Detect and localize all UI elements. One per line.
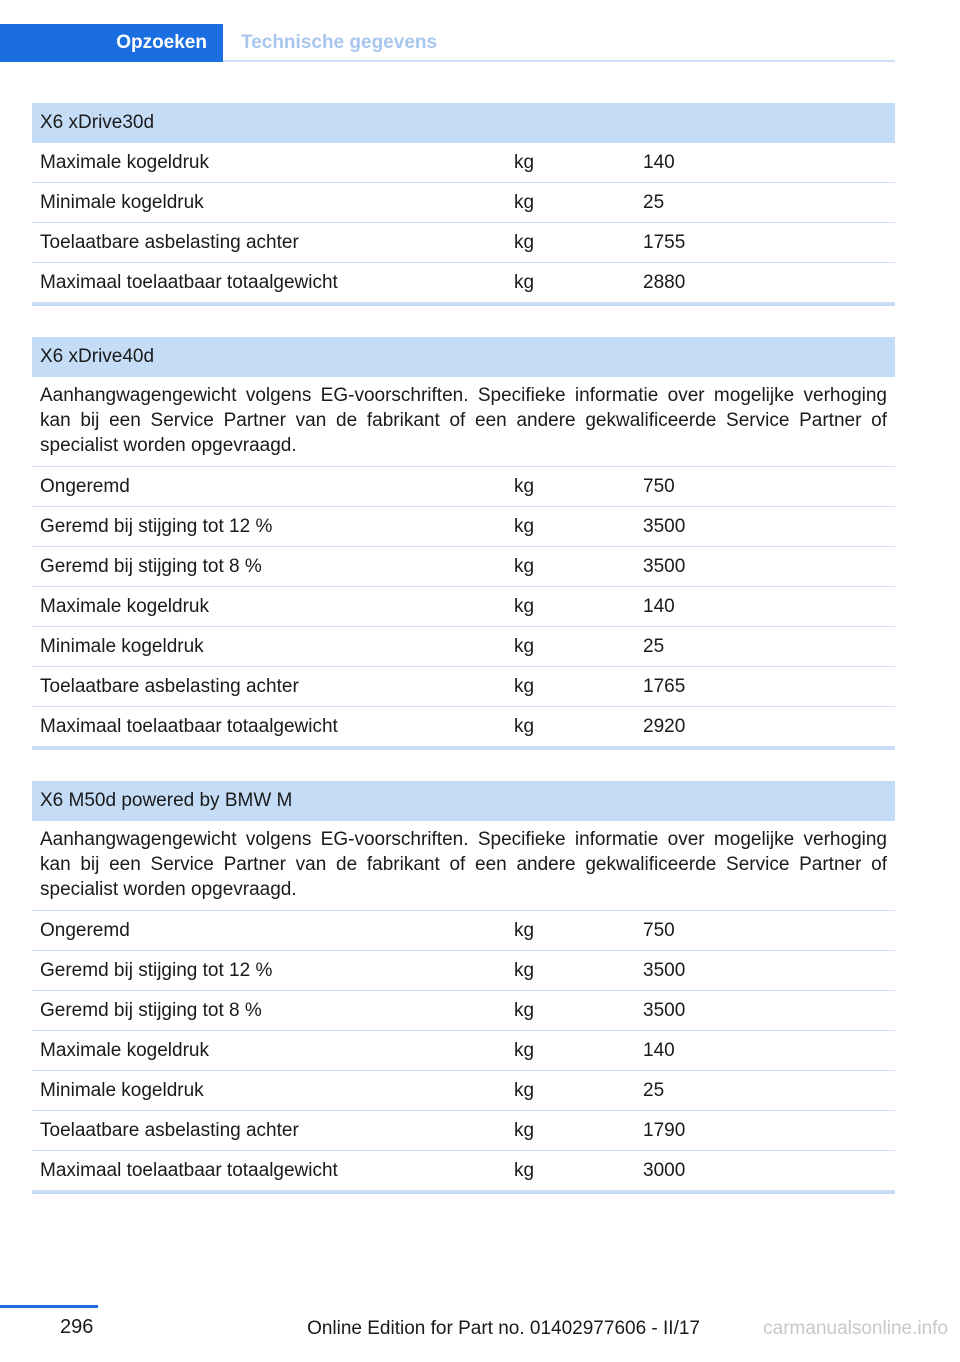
- table-row: [32, 667, 895, 707]
- row-unit: kg: [514, 676, 535, 697]
- row-unit: kg: [514, 636, 535, 657]
- row-label: Maximale kogeldruk: [40, 596, 209, 617]
- table-row: [32, 507, 895, 547]
- row-unit: kg: [514, 1160, 535, 1181]
- row-value: 1755: [643, 232, 686, 253]
- row-unit: kg: [514, 1040, 535, 1061]
- row-label: Minimale kogeldruk: [40, 636, 204, 657]
- row-unit: kg: [514, 556, 535, 577]
- row-value: 750: [643, 920, 675, 941]
- row-label: Geremd bij stijging tot 12 %: [40, 960, 273, 981]
- tab-opzoeken[interactable]: Opzoeken: [0, 24, 223, 62]
- row-label: Ongeremd: [40, 920, 130, 941]
- row-label: Ongeremd: [40, 476, 130, 497]
- row-unit: kg: [514, 716, 535, 737]
- row-unit: kg: [514, 920, 535, 941]
- row-value: 3500: [643, 1000, 686, 1021]
- row-label: Minimale kogeldruk: [40, 192, 204, 213]
- row-value: 3500: [643, 556, 686, 577]
- table-row: [32, 467, 895, 507]
- row-unit: kg: [514, 516, 535, 537]
- spec-table-x6-xdrive40d: [32, 337, 895, 750]
- page-number: 296: [60, 1316, 94, 1338]
- row-unit: kg: [514, 960, 535, 981]
- row-label: Maximaal toelaatbaar totaalgewicht: [40, 272, 338, 293]
- table-row: [32, 183, 895, 223]
- table-row: [32, 1111, 895, 1151]
- table-row: [32, 223, 895, 263]
- row-value: 2920: [643, 716, 686, 737]
- spec-table-x6-m50d: [32, 781, 895, 1194]
- table-row: [32, 911, 895, 951]
- row-label: Maximale kogeldruk: [40, 1040, 209, 1061]
- row-value: 1790: [643, 1120, 686, 1141]
- table-note: Aanhangwagengewicht volgens EG-voorschriften. Specifieke informatie over mogelijke verhoging kan bij een Service Partner van de fabrikant of een andere gekwalificeerde Service Partner of specialist worden opgevraagd.: [32, 821, 895, 911]
- row-unit: kg: [514, 152, 535, 173]
- row-unit: kg: [514, 1000, 535, 1021]
- row-value: 140: [643, 596, 675, 617]
- row-unit: kg: [514, 476, 535, 497]
- row-value: 25: [643, 1080, 665, 1101]
- table-row: [32, 587, 895, 627]
- table-row: [32, 547, 895, 587]
- table-header: X6 M50d powered by BMW M: [32, 781, 895, 821]
- row-value: 2880: [643, 272, 686, 293]
- row-unit: kg: [514, 596, 535, 617]
- table-row: [32, 143, 895, 183]
- row-value: 140: [643, 1040, 675, 1061]
- footer-accent-line: [0, 1305, 98, 1308]
- spec-table-x6-xdrive30d: [32, 103, 895, 306]
- row-value: 750: [643, 476, 675, 497]
- table-row: [32, 707, 895, 747]
- table-row: [32, 1031, 895, 1071]
- row-value: 140: [643, 152, 675, 173]
- table-row: [32, 627, 895, 667]
- row-value: 3500: [643, 960, 686, 981]
- row-label: Toelaatbare asbelasting achter: [40, 1120, 299, 1141]
- row-label: Minimale kogeldruk: [40, 1080, 204, 1101]
- table-row: [32, 263, 895, 303]
- row-unit: kg: [514, 1120, 535, 1141]
- row-label: Geremd bij stijging tot 8 %: [40, 556, 262, 577]
- row-unit: kg: [514, 232, 535, 253]
- row-value: 25: [643, 636, 665, 657]
- row-label: Maximaal toelaatbaar totaalgewicht: [40, 716, 338, 737]
- row-label: Toelaatbare asbelasting achter: [40, 232, 299, 253]
- table-row: [32, 991, 895, 1031]
- watermark: carmanualsonline.info: [763, 1318, 948, 1339]
- edition-note: Online Edition for Part no. 01402977606 - II/17: [307, 1318, 700, 1339]
- table-note: Aanhangwagengewicht volgens EG-voorschriften. Specifieke informatie over mogelijke verhoging kan bij een Service Partner van de fabrikant of een andere gekwalificeerde Service Partner of specialist worden opgevraagd.: [32, 377, 895, 467]
- row-value: 1765: [643, 676, 686, 697]
- row-label: Geremd bij stijging tot 12 %: [40, 516, 273, 537]
- row-label: Maximaal toelaatbaar totaalgewicht: [40, 1160, 338, 1181]
- row-value: 3000: [643, 1160, 686, 1181]
- header-divider: [223, 60, 895, 62]
- table-row: [32, 951, 895, 991]
- row-label: Maximale kogeldruk: [40, 152, 209, 173]
- row-unit: kg: [514, 192, 535, 213]
- row-value: 25: [643, 192, 665, 213]
- row-unit: kg: [514, 1080, 535, 1101]
- tab-technische-gegevens[interactable]: Technische gegevens: [241, 32, 438, 53]
- row-unit: kg: [514, 272, 535, 293]
- table-row: [32, 1071, 895, 1111]
- table-header: X6 xDrive30d: [32, 103, 895, 143]
- row-label: Toelaatbare asbelasting achter: [40, 676, 299, 697]
- header-tab-bar: [0, 24, 895, 62]
- table-row: [32, 1151, 895, 1191]
- row-label: Geremd bij stijging tot 8 %: [40, 1000, 262, 1021]
- table-header: X6 xDrive40d: [32, 337, 895, 377]
- row-value: 3500: [643, 516, 686, 537]
